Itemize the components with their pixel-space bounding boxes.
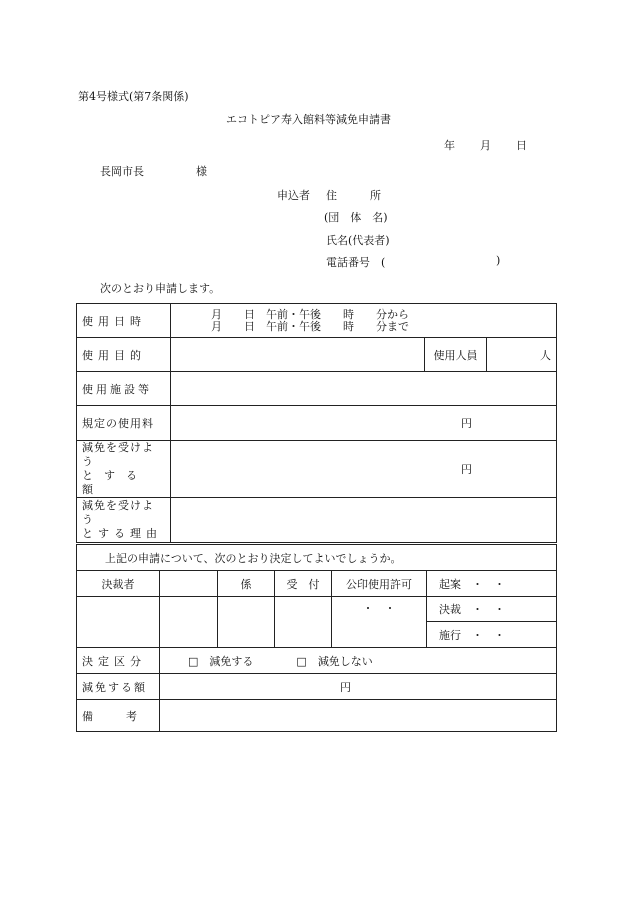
applicant-name-label: 氏名(代表者) xyxy=(326,234,390,247)
exempt-reason-label-line2: とする理由 xyxy=(82,527,162,540)
decision-table xyxy=(76,544,557,732)
date-month: 月 xyxy=(480,139,491,152)
applicant-label: 申込者 xyxy=(277,189,310,202)
not-exempt-option-label: 減免しない xyxy=(317,654,373,668)
decision-amount-field[interactable] xyxy=(160,674,557,700)
approver-seal-cell[interactable] xyxy=(77,597,160,648)
decision-amount-unit: 円 xyxy=(340,680,351,694)
staff-label: 係 xyxy=(218,571,275,597)
usage-purpose-label: 使用目的 xyxy=(77,338,171,372)
approver-label: 決裁者 xyxy=(77,571,160,597)
usage-date-label: 使用日時 xyxy=(77,304,171,338)
exempt-amount-label xyxy=(77,441,171,498)
exempt-checkbox[interactable]: □ xyxy=(188,654,199,668)
usage-people-label: 使用人員 xyxy=(425,338,487,372)
seal-permit-label: 公印使用許可 xyxy=(332,571,427,597)
applicant-group-label: (団 体 名) xyxy=(324,211,388,224)
not-exempt-checkbox[interactable]: □ xyxy=(296,654,307,668)
exempt-reason-field[interactable] xyxy=(171,498,557,543)
addressee-suffix: 様 xyxy=(196,165,207,178)
exempt-amount-unit: 円 xyxy=(461,463,472,476)
usage-purpose-field[interactable] xyxy=(171,338,425,372)
approver-blank-header xyxy=(160,571,218,597)
fee-field[interactable] xyxy=(171,406,557,441)
exempt-option-label: 減免する xyxy=(209,654,254,668)
decision-class-options xyxy=(160,648,557,674)
reception-seal-cell[interactable] xyxy=(275,597,332,648)
document-title: エコトピア寿入館料等減免申請書 xyxy=(226,113,391,126)
decision-class-label: 決定区分 xyxy=(77,648,160,674)
remarks-label: 備 考 xyxy=(77,700,160,732)
draft-date: 起案 ・ ・ xyxy=(427,571,557,597)
remarks-field[interactable] xyxy=(160,700,557,732)
usage-date-cell[interactable] xyxy=(171,304,557,338)
approver-seal-cell-2[interactable] xyxy=(160,597,218,648)
application-table xyxy=(76,303,557,543)
reception-label: 受 付 xyxy=(275,571,332,597)
enforce-date: 施行 ・ ・ xyxy=(427,622,557,648)
staff-seal-cell[interactable] xyxy=(218,597,275,648)
approve-date: 決裁 ・ ・ xyxy=(427,597,557,622)
applicant-address-label: 住 所 xyxy=(326,189,381,202)
exempt-amount-label-line2: とする額 xyxy=(82,469,148,496)
usage-facility-label: 使用施設等 xyxy=(77,372,171,406)
decision-note: 上記の申請について、次のとおり決定してよいでしょうか。 xyxy=(77,545,557,571)
intro-text: 次のとおり申請します。 xyxy=(100,282,221,295)
seal-permit-date: ・ ・ xyxy=(332,597,427,648)
form-number: 第4号様式(第7条関係) xyxy=(78,90,189,103)
exempt-amount-field[interactable] xyxy=(171,441,557,498)
exempt-reason-label xyxy=(77,498,171,543)
addressee: 長岡市長 xyxy=(100,165,144,178)
usage-people-unit: 人 xyxy=(487,338,557,372)
exempt-reason-label-line1: 減免を受けよう xyxy=(82,499,154,526)
applicant-phone-close: ) xyxy=(496,254,501,267)
usage-facility-field[interactable] xyxy=(171,372,557,406)
date-year: 年 xyxy=(444,139,455,152)
exempt-amount-label-line1: 減免を受けよう xyxy=(82,441,154,468)
usage-date-from: 月 日 午前・午後 時 分から xyxy=(211,307,409,321)
date-day: 日 xyxy=(516,139,527,152)
fee-label: 規定の使用料 xyxy=(77,406,171,441)
decision-amount-label: 減免する額 xyxy=(77,674,160,700)
applicant-phone-label: 電話番号 ( xyxy=(326,256,386,269)
fee-unit: 円 xyxy=(461,417,472,430)
usage-date-to: 月 日 午前・午後 時 分まで xyxy=(211,319,409,333)
